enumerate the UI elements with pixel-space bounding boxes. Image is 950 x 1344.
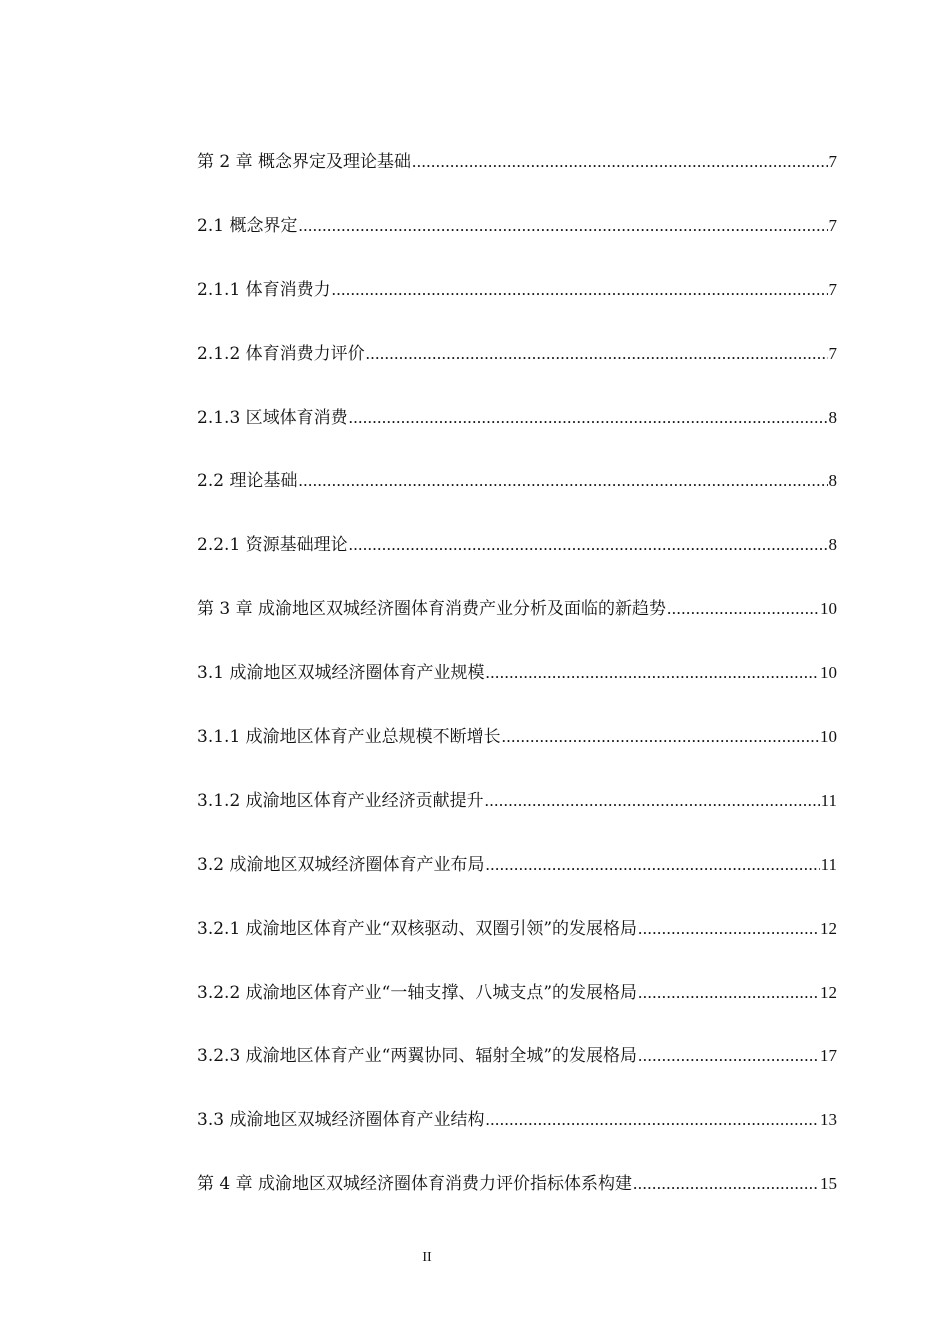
toc-entry[interactable]: [197, 593, 837, 625]
toc-leader-dots: [332, 274, 828, 306]
toc-entry[interactable]: [197, 1168, 837, 1200]
toc-entry[interactable]: [197, 1104, 837, 1136]
toc-entry[interactable]: [197, 338, 837, 370]
toc-entry-title: 3.2 成渝地区双城经济圈体育产业布局: [197, 854, 485, 875]
toc-entry-page: 12: [820, 982, 837, 1002]
toc-entry-title: 2.1.3 区域体育消费: [197, 407, 348, 428]
toc-entry[interactable]: [197, 1040, 837, 1072]
toc-entry-title: 第 3 章 成渝地区双城经济圈体育消费产业分析及面临的新趋势: [197, 599, 667, 620]
toc-entry[interactable]: [197, 849, 837, 881]
toc-entry[interactable]: [197, 977, 837, 1009]
toc-leader-dots: [502, 721, 819, 753]
toc-entry-page: 10: [820, 599, 837, 619]
toc-leader-dots: [485, 1104, 819, 1136]
toc-entry-title: 3.3 成渝地区双城经济圈体育产业结构: [197, 1110, 485, 1131]
toc-entry-title: 2.2 理论基础: [197, 471, 298, 492]
toc-entry-title: 第 2 章 概念界定及理论基础: [197, 152, 412, 172]
toc-entry-page: 7: [828, 215, 837, 235]
toc-entry-title: 3.2.1 成渝地区体育产业“双核驱动、双圈引领”的发展格局: [197, 918, 638, 939]
toc-entry-page: 17: [820, 1046, 837, 1066]
toc-entry[interactable]: [197, 402, 837, 434]
toc-entry-page: 12: [820, 918, 837, 938]
toc-entry-title: 3.1.1 成渝地区体育产业总规模不断增长: [197, 727, 501, 748]
toc-entry-title: 2.2.1 资源基础理论: [197, 535, 348, 556]
toc-entry[interactable]: [197, 785, 837, 817]
toc-leader-dots: [349, 529, 828, 561]
toc-entry-page: 8: [828, 535, 837, 555]
toc-leader-dots: [638, 913, 819, 945]
toc-entry-page: 13: [820, 1110, 837, 1130]
toc-entry-page: 11: [820, 854, 837, 874]
toc-entry-page: 7: [828, 343, 837, 363]
toc-entry-title: 3.1.2 成渝地区体育产业经济贡献提升: [197, 790, 484, 811]
page-number: II: [422, 1250, 432, 1265]
toc-leader-dots: [485, 657, 819, 689]
toc-entry[interactable]: [197, 146, 837, 178]
toc-entry-title: 2.1 概念界定: [197, 215, 298, 236]
toc-leader-dots: [485, 849, 819, 881]
toc-leader-dots: [638, 977, 819, 1009]
toc-entry[interactable]: [197, 529, 837, 561]
toc-entry-title: 2.1.1 体育消费力: [197, 279, 331, 300]
toc-entry-page: 10: [820, 727, 837, 747]
toc-leader-dots: [667, 593, 819, 625]
toc-entry-page: 15: [820, 1174, 837, 1194]
toc-leader-dots: [412, 146, 827, 178]
toc-leader-dots: [298, 465, 827, 497]
toc-entry[interactable]: [197, 210, 837, 242]
toc-entry-page: 10: [820, 663, 837, 683]
table-of-contents: [197, 146, 837, 1232]
toc-leader-dots: [633, 1168, 819, 1200]
toc-entry[interactable]: [197, 721, 837, 753]
toc-entry-title: 2.1.2 体育消费力评价: [197, 343, 365, 364]
toc-entry-title: 第 4 章 成渝地区双城经济圈体育消费力评价指标体系构建: [197, 1174, 633, 1195]
toc-entry-page: 7: [828, 152, 837, 171]
toc-leader-dots: [638, 1040, 819, 1072]
toc-entry[interactable]: [197, 913, 837, 945]
toc-entry[interactable]: [197, 657, 837, 689]
toc-entry-page: 8: [828, 407, 837, 427]
toc-leader-dots: [349, 402, 828, 434]
toc-entry-title: 3.1 成渝地区双城经济圈体育产业规模: [197, 663, 485, 684]
toc-leader-dots: [485, 785, 820, 817]
toc-entry[interactable]: [197, 274, 837, 306]
toc-entry[interactable]: [197, 465, 837, 497]
toc-leader-dots: [366, 338, 828, 370]
toc-entry-page: 11: [820, 790, 837, 810]
toc-entry-title: 3.2.3 成渝地区体育产业“两翼协同、辐射全城”的发展格局: [197, 1046, 638, 1067]
toc-entry-page: 7: [828, 279, 837, 299]
toc-leader-dots: [298, 210, 827, 242]
toc-entry-title: 3.2.2 成渝地区体育产业“一轴支撑、八城支点”的发展格局: [197, 982, 638, 1003]
toc-entry-page: 8: [828, 471, 837, 491]
